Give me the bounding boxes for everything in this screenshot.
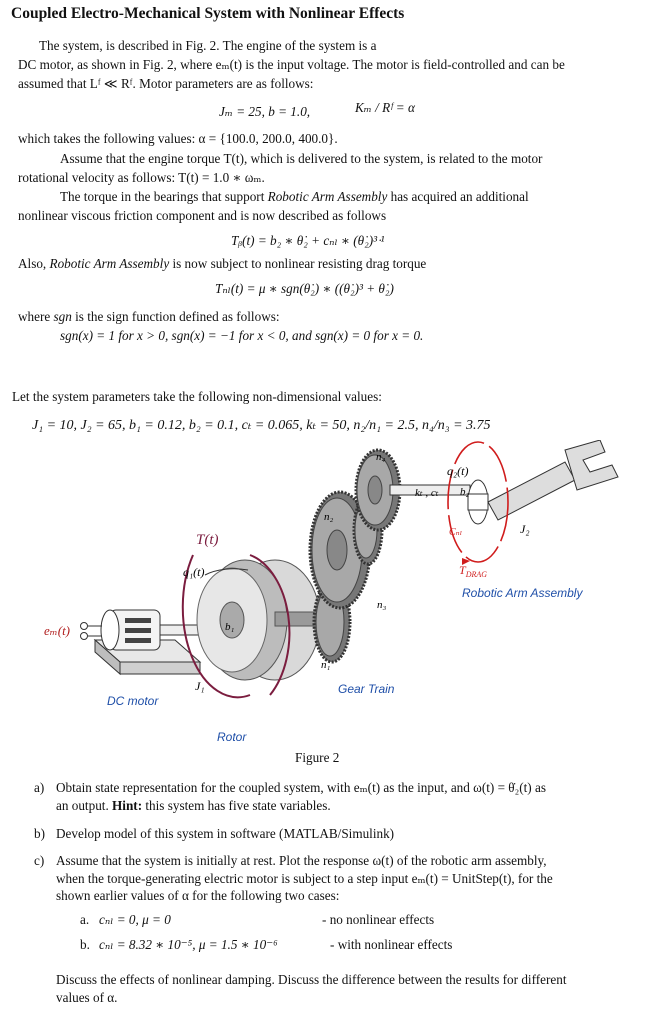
question-c-line-3: shown earlier values of α for the following two cases: [56,888,340,903]
j2-label: J₂ [520,522,530,536]
drag-torque-equation: Tₙₗ(t) = μ ∗ sgn(θ̇₂) ∗ ((θ̇₂)³ + θ̇₂) [215,281,394,296]
case-a-note: - no nonlinear effects [322,912,435,927]
question-c-line-2: when the torque-generating electric motor is subject to a step input eₘ(t) = UnitStep(t), for the [56,871,553,886]
bearing-line-2: nonlinear viscous friction component and is now described as follows [18,208,387,223]
params-intro: Let the system parameters take the following non-dimensional values: [12,389,382,404]
page-title: Coupled Electro-Mechanical System with Nonlinear Effects [11,5,405,22]
b1-label: b₁ [225,621,235,633]
n3-label: n₃ [377,599,387,611]
gear-train-label: Gear Train [338,682,395,696]
bearing-line-1: The torque in the bearings that support Robotic Arm Assembly has acquired an additional [60,189,529,204]
torque-line-2: rotational velocity as follows: T(t) = 1.0 ∗ ωₘ. [18,170,265,185]
question-c-label: c) [34,853,45,868]
j1-label: J₁ [195,679,205,693]
question-b-label: b) [34,826,45,841]
case-b-label: b. [80,937,90,952]
drag-torque-line: Also, Robotic Arm Assembly is now subject to nonlinear resisting drag torque [18,256,427,271]
discuss-line-2: values of α. [56,990,118,1005]
sgn-definition-line: where sgn is the sign function defined as follows: [18,309,280,324]
bearing-torque-equation: Tᵦ(t) = b₂ ∗ θ̇₂ + cₙₗ ∗ (θ̇₂)³ᐧ¹ [231,233,385,248]
case-b-note: - with nonlinear effects [330,937,453,952]
intro-line-2: DC motor, as shown in Fig. 2, where eₘ(t) is the input voltage. The motor is field-controlled and can be [18,57,565,72]
n2-label: n₂ [324,511,334,523]
alpha-values-line: which takes the following values: α = {100.0, 200.0, 400.0}. [18,131,338,146]
n1-label: n₁ [321,659,331,671]
robotic-arm-label: Robotic Arm Assembly [462,586,583,600]
case-a-params: cₙₗ = 0, μ = 0 [99,912,171,927]
case-b-params: cₙₗ = 8.32 ∗ 10⁻⁵, μ = 1.5 ∗ 10⁻⁶ [99,937,278,952]
system-parameters: J₁ = 10, J₂ = 65, b₁ = 0.12, b₂ = 0.1, cₜ = 0.065, kₜ = 50, n₂/n₁ = 2.5, n₄/n₃ = 3.75 [32,418,491,433]
sgn-equation: sgn(x) = 1 for x > 0, sgn(x) = −1 for x < 0, and sgn(x) = 0 for x = 0. [60,328,424,343]
question-c-line-1: Assume that the system is initially at rest. Plot the response ω(t) of the robotic arm assembly, [56,853,547,868]
figure-caption: Figure 2 [295,750,340,765]
motor-terminals [81,623,103,640]
dc-motor-label: DC motor [107,694,159,708]
case-a-label: a. [80,912,90,927]
question-a-label: a) [34,780,45,795]
discuss-line-1: Discuss the effects of nonlinear damping. Discuss the difference between the results for different [56,972,567,987]
km-rf-ratio: Kₘ / Rᶠ = α [355,100,415,115]
intro-line-1: The system, is described in Fig. 2. The engine of the system is a [39,38,377,53]
input-voltage-label: eₘ(t) [44,623,71,638]
question-a-line-2: an output. Hint: this system has five state variables. [56,798,331,813]
question-b-text: Develop model of this system in software (MATLAB/Simulink) [56,826,395,841]
q2-label: q₂(t) [447,464,469,478]
question-a-line-1: Obtain state representation for the coupled system, with eₘ(t) as the input, and ω(t) = θ̇₂(t) as [56,780,546,795]
figure-2-diagram [0,440,670,755]
torque-label: T(t) [196,532,219,548]
tdrag-label: $T_{DRAG}$ [459,563,488,579]
torque-line-1: Assume that the engine torque T(t), which is delivered to the system, is related to the motor [60,151,543,166]
n4-label: n₄ [376,451,386,463]
dc-motor [101,610,205,650]
q1-label: q₁(t) [183,565,205,579]
cnl-label: Cₙₗ [449,527,463,538]
rotor-label: Rotor [217,730,247,744]
bearing-b2 [468,480,488,524]
motor-params-equation: Jₘ = 25, b = 1.0, [219,104,311,119]
kt-ct-label: kₜ , cₜ [415,487,439,499]
gear-train [310,450,400,662]
b2-label: b₂ [460,486,470,498]
intro-line-3: assumed that Lᶠ ≪ Rᶠ. Motor parameters are as follows: [18,76,314,91]
